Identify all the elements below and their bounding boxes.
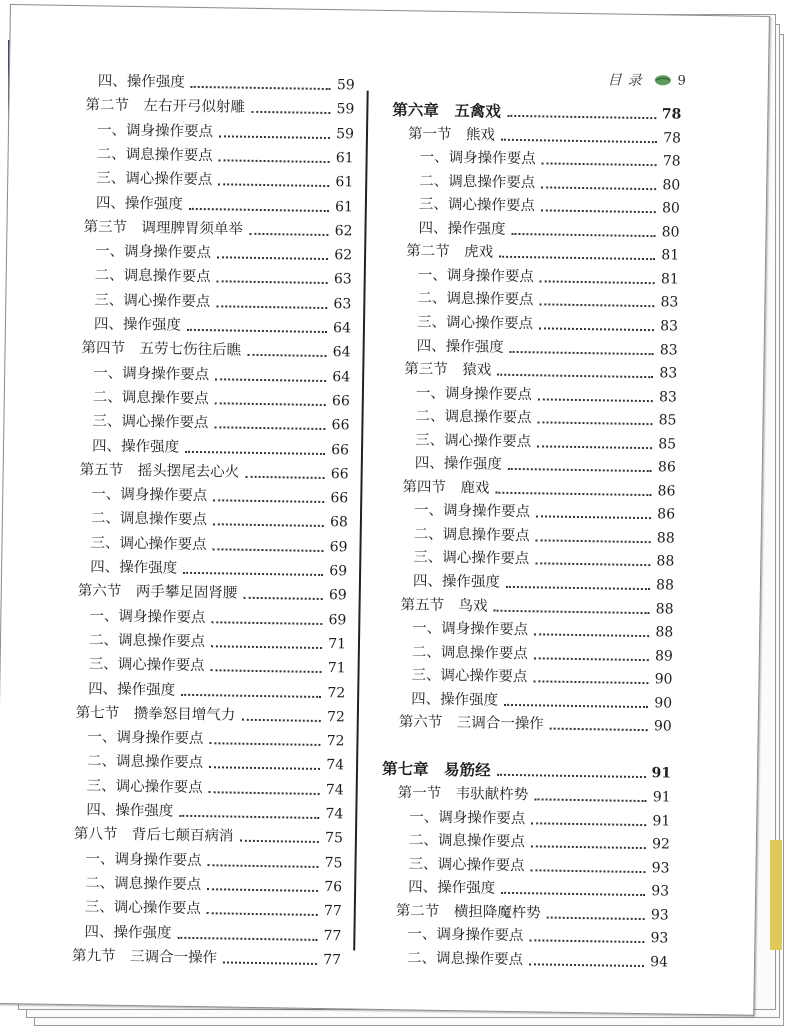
toc-subsection[interactable] (412, 619, 673, 641)
toc-entry-title: 第七节 攒拳怒目增气力 (75, 704, 236, 724)
toc-entry-title: 第四节 鹿戏 (402, 479, 490, 497)
toc-entry-title: 四、操作强度 (408, 879, 496, 897)
dot-leader (494, 609, 650, 613)
toc-subsection[interactable] (92, 437, 349, 459)
toc-subsection[interactable] (419, 196, 680, 218)
dot-leader (215, 402, 326, 406)
dot-leader (189, 207, 329, 211)
toc-entry-title: 二、调息操作要点 (90, 510, 208, 529)
toc-page-number: 85 (658, 435, 677, 453)
dot-leader (217, 256, 328, 260)
toc-page-number: 75 (324, 854, 343, 871)
dot-leader (211, 669, 322, 673)
toc-subsection[interactable] (93, 364, 350, 386)
toc-page-number: 83 (660, 318, 679, 335)
toc-subsection[interactable] (415, 408, 676, 430)
running-head-title: 目录 (607, 72, 648, 90)
dot-leader (209, 791, 320, 795)
toc-entry-title: 四、操作强度 (86, 802, 174, 820)
toc-entry-title: 第一节 熊戏 (407, 125, 496, 144)
dot-leader (499, 256, 655, 260)
toc-page-number: 91 (652, 789, 671, 806)
toc-section[interactable] (400, 596, 673, 618)
toc-entry-title: 第四节 五劳七伤往后瞧 (81, 340, 242, 359)
toc-subsection[interactable] (97, 121, 354, 143)
dot-leader (529, 963, 644, 967)
toc-page-number: 89 (654, 647, 673, 665)
dot-leader (537, 445, 652, 449)
toc-section[interactable] (83, 218, 352, 240)
toc-subsection[interactable] (413, 572, 674, 594)
toc-page-number: 74 (326, 757, 345, 774)
dot-leader (539, 327, 654, 331)
dot-leader (207, 864, 318, 868)
toc-subsection[interactable] (94, 291, 351, 313)
dot-leader (211, 621, 322, 625)
toc-section[interactable] (76, 704, 345, 726)
toc-page-number: 62 (334, 222, 353, 240)
dot-leader (534, 798, 647, 802)
toc-page-number: 93 (651, 859, 670, 877)
toc-entry-title: 一、调身操作要点 (89, 607, 206, 626)
toc-subsection[interactable] (412, 643, 673, 665)
toc-entry-title: 第三节 调理脾胃须单举 (83, 218, 244, 238)
toc-section[interactable] (80, 461, 349, 483)
toc-subsection[interactable] (85, 874, 342, 896)
dot-leader (191, 86, 331, 90)
toc-subsection[interactable] (415, 455, 676, 477)
dot-leader (187, 329, 327, 333)
dot-leader (181, 693, 321, 697)
toc-entry-title: 一、调身操作要点 (96, 121, 214, 140)
toc-subsection[interactable] (417, 337, 678, 359)
toc-page (0, 4, 770, 1016)
toc-entry-title: 三、调心操作要点 (415, 432, 532, 450)
toc-entry-title: 一、调身操作要点 (93, 364, 210, 383)
toc-page-number: 83 (660, 294, 679, 311)
toc-page-number: 69 (329, 563, 348, 580)
toc-subsection[interactable] (88, 656, 345, 678)
toc-subsection[interactable] (415, 431, 676, 453)
dot-leader (531, 845, 646, 849)
toc-section[interactable] (402, 478, 675, 500)
toc-entry-title: 四、操作强度 (97, 73, 185, 91)
toc-section[interactable] (72, 947, 341, 969)
running-head-page: 9 (677, 72, 686, 89)
dot-leader (223, 961, 317, 964)
toc-page-number: 86 (657, 483, 676, 500)
toc-page-number: 90 (654, 671, 673, 688)
toc-subsection[interactable] (98, 72, 355, 94)
dot-leader (533, 680, 648, 684)
dot-leader (507, 115, 656, 119)
toc-page-number: 80 (662, 176, 681, 194)
toc-subsection[interactable] (408, 855, 669, 877)
dot-leader (506, 586, 650, 590)
dot-leader (213, 499, 324, 503)
dot-leader (497, 374, 653, 378)
dot-leader (243, 597, 323, 600)
toc-entry-title: 三、调心操作要点 (418, 196, 536, 215)
toc-page-number: 88 (655, 624, 674, 641)
dot-leader (541, 210, 656, 214)
dot-leader (216, 305, 327, 309)
dot-leader (247, 354, 327, 357)
toc-page-number: 69 (329, 538, 348, 556)
toc-page-number: 78 (661, 106, 682, 123)
dot-leader (504, 704, 648, 708)
toc-entry-title: 四、操作强度 (412, 573, 501, 591)
toc-subsection[interactable] (93, 388, 350, 410)
toc-subsection[interactable] (417, 313, 678, 335)
toc-subsection[interactable] (87, 777, 344, 799)
dot-leader (177, 936, 317, 940)
running-head (607, 69, 686, 90)
toc-subsection[interactable] (87, 753, 344, 775)
toc-page-number: 88 (655, 577, 675, 594)
toc-entry-title: 第七章 易筋经 (381, 759, 491, 781)
toc-entry-title: 一、调身操作要点 (407, 926, 524, 945)
toc-entry-title: 二、调息操作要点 (417, 290, 534, 309)
toc-entry-title: 三、调心操作要点 (90, 535, 207, 553)
toc-page-number: 64 (332, 344, 351, 361)
toc-chapter[interactable] (392, 101, 681, 124)
dot-leader (530, 869, 645, 873)
toc-entry-title: 四、操作强度 (416, 337, 504, 356)
toc-entry-title: 二、调息操作要点 (96, 146, 213, 165)
toc-entry-title: 二、调息操作要点 (408, 832, 526, 851)
toc-page-number: 83 (659, 365, 678, 382)
toc-entry-title: 三、调心操作要点 (411, 667, 528, 686)
toc-entry-title: 三、调心操作要点 (96, 170, 213, 189)
toc-subsection[interactable] (95, 267, 352, 289)
toc-page-number: 88 (655, 600, 674, 618)
dot-leader (251, 111, 331, 114)
dot-leader (529, 940, 644, 944)
toc-subsection[interactable] (409, 808, 670, 830)
toc-entry-title: 四、操作强度 (90, 559, 178, 577)
toc-entry-title: 第五节 摇头摆尾去心火 (79, 461, 240, 481)
toc-page-number: 66 (330, 465, 349, 483)
toc-subsection[interactable] (88, 680, 345, 702)
toc-subsection[interactable] (419, 172, 680, 194)
leaf-ornament-icon (654, 74, 672, 86)
toc-subsection[interactable] (414, 525, 675, 547)
dot-leader (239, 840, 319, 843)
toc-page-number: 66 (330, 490, 349, 507)
toc-page-number: 80 (661, 200, 680, 217)
toc-page-number: 77 (323, 927, 342, 944)
toc-subsection[interactable] (85, 898, 342, 920)
toc-entry-title: 三、调心操作要点 (408, 855, 525, 874)
toc-page-number: 86 (657, 459, 676, 476)
toc-entry-title: 三、调心操作要点 (94, 292, 211, 310)
toc-entry-title: 四、操作强度 (91, 437, 180, 456)
toc-subsection[interactable] (407, 926, 668, 948)
toc-entry-title: 第二节 虎戏 (406, 243, 494, 261)
toc-section[interactable] (78, 582, 347, 604)
toc-page-number: 59 (336, 125, 355, 143)
toc-page-number: 68 (329, 514, 349, 531)
toc-entry-title: 三、调心操作要点 (84, 899, 201, 918)
toc-section[interactable] (74, 825, 343, 847)
toc-entry-title: 一、调身操作要点 (85, 850, 202, 869)
dot-leader (241, 719, 321, 722)
toc-chapter[interactable] (382, 760, 671, 783)
toc-page-number: 64 (332, 368, 351, 385)
toc-subsection[interactable] (411, 667, 672, 689)
toc-entry-title: 一、调身操作要点 (413, 502, 531, 521)
dot-leader (535, 563, 650, 567)
dot-leader (534, 633, 649, 637)
toc-subsection[interactable] (413, 549, 674, 571)
toc-entry-title: 二、调息操作要点 (419, 173, 536, 191)
toc-page-number: 78 (663, 129, 682, 147)
dot-leader (508, 468, 652, 472)
dot-leader (211, 645, 322, 649)
toc-entry-title: 一、调身操作要点 (419, 149, 536, 168)
toc-section[interactable] (399, 713, 672, 735)
toc-subsection[interactable] (90, 534, 347, 556)
toc-page-number: 93 (650, 906, 669, 924)
toc-page-number: 71 (327, 660, 346, 677)
dot-leader (209, 767, 320, 771)
toc-page-number: 83 (658, 388, 678, 406)
dot-leader (218, 183, 329, 187)
toc-page-number: 61 (335, 150, 354, 167)
toc-section[interactable] (406, 243, 679, 265)
column-divider (353, 91, 369, 951)
toc-page-number: 59 (336, 77, 355, 94)
toc-subsection[interactable] (407, 949, 668, 971)
dot-leader (536, 516, 651, 520)
toc-entry-title: 第五节 鸟戏 (400, 596, 488, 615)
toc-page-number: 93 (651, 883, 670, 900)
toc-entry-title: 三、调心操作要点 (413, 549, 530, 568)
toc-entry-title: 三、调心操作要点 (88, 656, 205, 675)
toc-page-number: 93 (650, 930, 669, 947)
toc-page-number: 69 (328, 587, 347, 604)
toc-entry-title: 一、调身操作要点 (87, 729, 204, 748)
dot-leader (213, 524, 324, 528)
toc-subsection[interactable] (96, 170, 353, 192)
toc-section[interactable] (396, 902, 669, 924)
toc-page-number: 88 (656, 530, 675, 547)
toc-page-number: 92 (651, 836, 671, 853)
toc-page-number: 72 (327, 684, 346, 701)
toc-page-number: 81 (661, 247, 680, 264)
dot-leader (550, 728, 648, 732)
toc-subsection[interactable] (84, 923, 341, 945)
toc-subsection[interactable] (414, 502, 675, 524)
toc-entry-title: 第九节 三调合一操作 (71, 947, 218, 967)
dot-leader (547, 916, 645, 920)
toc-entry-title: 第二节 左右开弓似射雕 (85, 97, 246, 116)
dot-leader (212, 548, 323, 552)
toc-page-number: 76 (324, 878, 343, 896)
dot-leader (534, 657, 649, 661)
toc-entry-title: 第三节 猿戏 (404, 361, 492, 379)
toc-entry-title: 第六章 五禽戏 (392, 100, 502, 121)
toc-entry-title: 第六节 两手攀足固肾腰 (77, 583, 238, 602)
toc-subsection[interactable] (94, 315, 351, 337)
toc-entry-title: 第二节 横担降魔杵势 (395, 902, 541, 922)
toc-entry-title: 二、调息操作要点 (85, 875, 202, 894)
toc-page-number: 74 (325, 781, 344, 799)
toc-section[interactable] (85, 96, 354, 118)
toc-page-number: 61 (335, 174, 354, 191)
toc-page-number: 66 (331, 441, 350, 458)
dot-leader (495, 491, 651, 495)
toc-subsection[interactable] (95, 242, 352, 264)
dot-leader (207, 888, 318, 892)
toc-page-number: 90 (653, 718, 672, 735)
toc-entry-title: 二、调息操作要点 (86, 753, 204, 772)
dot-leader (496, 774, 645, 778)
toc-entry-title: 第八节 背后七颠百病消 (73, 826, 234, 845)
dot-leader (531, 822, 646, 826)
dot-leader (219, 135, 330, 139)
toc-entry-title: 第一节 韦驮献杵势 (397, 785, 529, 804)
toc-section[interactable] (404, 360, 677, 382)
toc-entry-title: 一、调身操作要点 (417, 267, 534, 286)
toc-page-number: 66 (331, 392, 350, 410)
toc-entry-title: 二、调息操作要点 (88, 632, 206, 651)
toc-subsection[interactable] (91, 510, 348, 532)
toc-page-number: 75 (324, 830, 344, 847)
toc-entry-title: 一、调身操作要点 (91, 486, 208, 505)
toc-entry-title: 一、调身操作要点 (409, 808, 526, 827)
toc-entry-title: 四、操作强度 (95, 194, 184, 213)
toc-entry-title: 四、操作强度 (84, 923, 172, 942)
toc-subsection[interactable] (408, 879, 669, 901)
toc-subsection[interactable] (411, 690, 672, 712)
toc-page-number: 86 (657, 506, 676, 523)
toc-page-number: 94 (650, 953, 669, 971)
toc-subsection[interactable] (89, 607, 346, 629)
toc-entry-title: 第六节 三调合一操作 (398, 714, 544, 733)
toc-page-number: 61 (334, 198, 353, 215)
toc-entry-title: 一、调身操作要点 (412, 620, 529, 639)
dot-leader (249, 233, 329, 236)
toc-page-number: 59 (336, 101, 355, 118)
toc-page-number: 88 (656, 553, 675, 570)
toc-page-number: 91 (652, 812, 671, 829)
toc-section[interactable] (81, 339, 350, 361)
toc-page-number: 80 (661, 224, 680, 241)
toc-subsection[interactable] (409, 831, 670, 853)
toc-page-number: 63 (333, 271, 352, 288)
toc-subsection[interactable] (416, 384, 677, 406)
dot-leader (510, 350, 654, 354)
toc-subsection[interactable] (419, 149, 680, 171)
toc-page-number: 77 (323, 903, 342, 920)
toc-page-number: 77 (323, 951, 342, 969)
toc-page-number: 83 (659, 341, 678, 359)
toc-page-number: 91 (651, 765, 672, 782)
toc-subsection[interactable] (418, 219, 679, 241)
dot-leader (501, 892, 645, 896)
toc-subsection[interactable] (418, 266, 679, 288)
dot-leader (540, 280, 655, 284)
dot-leader (219, 159, 330, 163)
toc-page-number: 63 (333, 295, 352, 313)
toc-entry-title: 二、调息操作要点 (413, 526, 530, 545)
toc-entry-title: 一、调身操作要点 (94, 243, 212, 262)
toc-subsection[interactable] (92, 413, 349, 435)
toc-entry-title: 一、调身操作要点 (415, 385, 533, 403)
toc-subsection[interactable] (89, 631, 346, 653)
dot-leader (214, 426, 325, 430)
toc-page-number: 62 (334, 247, 353, 264)
toc-page-number: 71 (328, 635, 347, 653)
dot-leader (245, 476, 325, 479)
toc-entry-title: 二、调息操作要点 (92, 389, 209, 408)
toc-entry-title: 二、调息操作要点 (406, 950, 524, 968)
toc-subsection[interactable] (417, 290, 678, 312)
book-spine-strip (770, 840, 782, 950)
toc-subsection[interactable] (86, 801, 343, 823)
toc-page-number: 66 (331, 417, 350, 434)
toc-page-number: 69 (328, 611, 347, 628)
dot-leader (538, 398, 653, 402)
toc-entry-title: 三、调心操作要点 (86, 777, 203, 796)
toc-entry-title: 四、操作强度 (88, 680, 176, 699)
toc-page-number: 74 (325, 806, 344, 823)
dot-leader (542, 162, 657, 166)
dot-leader (215, 378, 326, 382)
toc-entry-title: 四、操作强度 (418, 220, 506, 238)
toc-entry-title: 二、调息操作要点 (411, 644, 528, 662)
dot-leader (183, 572, 323, 576)
dot-leader (541, 186, 656, 190)
toc-entry-title: 四、操作强度 (93, 316, 182, 334)
toc-subsection[interactable] (97, 145, 354, 167)
toc-entry-title: 三、调心操作要点 (416, 314, 534, 333)
toc-page-number: 85 (658, 412, 677, 429)
dot-leader (185, 450, 325, 454)
toc-subsection[interactable] (87, 728, 344, 750)
dot-leader (537, 421, 652, 425)
dot-leader (217, 281, 328, 285)
dot-leader (207, 912, 318, 916)
dot-leader (209, 742, 320, 746)
toc-subsection[interactable] (90, 558, 347, 580)
toc-page-number: 72 (326, 708, 345, 726)
toc-subsection[interactable] (91, 485, 348, 507)
dot-leader (511, 233, 655, 237)
dot-leader (536, 539, 651, 543)
toc-entry-title: 四、操作强度 (414, 455, 502, 474)
toc-page-number: 90 (654, 694, 673, 712)
toc-section[interactable] (408, 125, 681, 147)
toc-entry-title: 二、调息操作要点 (415, 408, 532, 427)
toc-page-number: 64 (332, 320, 352, 337)
toc-page-number: 78 (662, 153, 681, 170)
toc-section[interactable] (398, 784, 671, 806)
toc-entry-title: 二、调息操作要点 (94, 267, 211, 286)
toc-entry-title: 四、操作强度 (411, 691, 499, 709)
toc-subsection[interactable] (85, 850, 342, 872)
toc-entry-title: 三、调心操作要点 (92, 413, 209, 432)
dot-leader (501, 138, 657, 142)
toc-page-number: 72 (326, 733, 345, 750)
toc-page-number: 81 (660, 271, 679, 288)
toc-subsection[interactable] (96, 194, 353, 216)
dot-leader (539, 304, 654, 308)
dot-leader (179, 815, 319, 819)
